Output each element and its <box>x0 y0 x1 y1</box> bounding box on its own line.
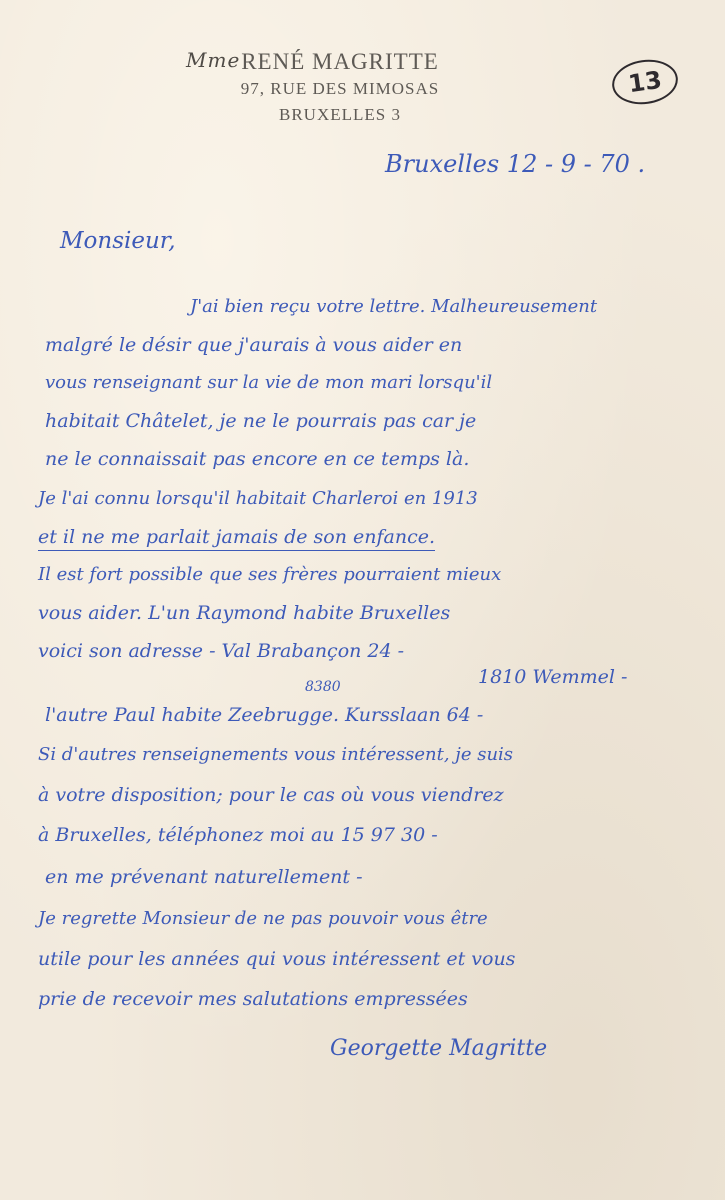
page-number-circle: 13 <box>609 56 680 109</box>
body-line-18: utile pour les années qui vous intéressent et vous <box>38 948 516 970</box>
zeebrugge-postcode: 8380 <box>305 679 341 695</box>
body-line-9: vous aider. L'un Raymond habite Bruxelles <box>38 602 451 624</box>
letter-date: Bruxelles 12 - 9 - 70 . <box>385 150 646 178</box>
letterhead-address-street: 97, RUE DES MIMOSAS <box>240 79 440 98</box>
body-line-6: Je l'ai connu lorsqu'il habitait Charleroi en 1913 <box>38 488 478 509</box>
body-line-1: J'ai bien reçu votre lettre. Malheureusement <box>190 296 598 317</box>
letterhead-name: RENÉ MAGRITTE <box>241 49 439 74</box>
body-line-14: à votre disposition; pour le cas où vous viendrez <box>38 784 504 806</box>
body-line-3: vous renseignant sur la vie de mon mari lorsqu'il <box>45 372 493 393</box>
body-line-16: en me prévenant naturellement - <box>45 866 363 888</box>
salutation: Monsieur, <box>60 228 176 254</box>
body-line-10: voici son adresse - Val Brabançon 24 - <box>38 640 405 662</box>
body-line-5: ne le connaissait pas encore en ce temps là. <box>45 448 470 470</box>
signature: Georgette Magritte <box>330 1036 548 1061</box>
body-line-19: prie de recevoir mes salutations empressées <box>38 988 468 1010</box>
body-line-11: 1810 Wemmel - <box>478 666 628 688</box>
body-line-13: Si d'autres renseignements vous intéressent, je suis <box>38 744 514 765</box>
letterhead-name-line <box>180 48 500 76</box>
body-line-12: l'autre Paul habite Zeebrugge. Kursslaan 64 - <box>45 704 484 726</box>
body-line-7 <box>38 526 435 548</box>
letterhead-address-city: BRUXELLES 3 <box>279 105 401 124</box>
body-line-2: malgré le désir que j'aurais à vous aider en <box>45 334 463 356</box>
letterhead <box>180 48 500 128</box>
body-line-8: Il est fort possible que ses frères pourraient mieux <box>38 564 502 585</box>
body-line-15: à Bruxelles, téléphonez moi au 15 97 30 - <box>38 824 438 846</box>
underlined-sentence: et il ne me parlait jamais de son enfance. <box>38 526 435 551</box>
letterhead-title: Mme <box>186 48 241 72</box>
body-line-17: Je regrette Monsieur de ne pas pouvoir vous être <box>38 908 488 929</box>
body-line-4: habitait Châtelet, je ne le pourrais pas car je <box>45 410 477 432</box>
